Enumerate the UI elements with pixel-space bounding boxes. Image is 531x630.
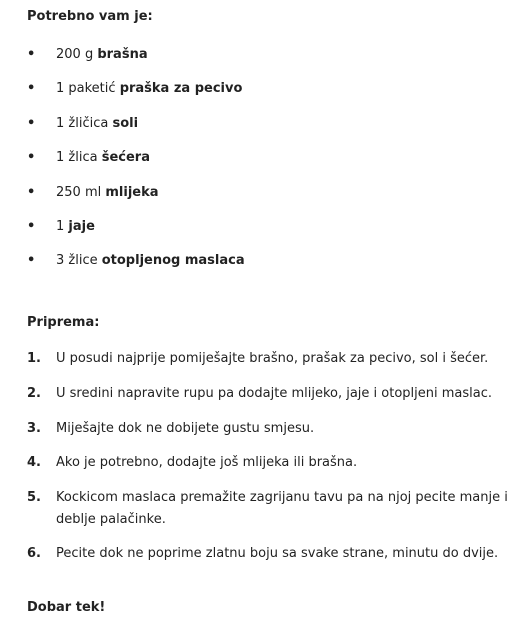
step-text: Ako je potrebno, dodajte još mlijeka ili brašna. xyxy=(56,455,358,471)
ingredient-quantity: 1 žlica xyxy=(56,150,102,166)
ingredient-item xyxy=(27,250,523,272)
ingredient-item xyxy=(27,44,523,66)
step-item xyxy=(27,383,523,405)
ingredients-list xyxy=(27,44,523,272)
ingredient-name: soli xyxy=(112,115,139,131)
bullet-icon: • xyxy=(27,47,36,62)
bullet-icon: • xyxy=(27,115,36,131)
step-item xyxy=(27,487,523,531)
ingredient-name: šećera xyxy=(101,150,150,166)
ingredient-quantity: 1 xyxy=(56,218,69,234)
ingredient-item xyxy=(27,78,523,100)
step-item xyxy=(27,452,523,474)
ingredient-quantity: 250 ml xyxy=(56,184,106,200)
ingredient-item xyxy=(27,216,523,238)
bullet-icon: • xyxy=(27,218,36,234)
bullet-icon: • xyxy=(27,150,36,166)
ingredient-name: brašna xyxy=(97,47,148,62)
step-text: U sredini napravite rupu pa dodajte mlijeko, jaje i otopljeni maslac. xyxy=(56,385,493,401)
ingredient-quantity: 1 žličica xyxy=(56,115,113,131)
step-number: 1. xyxy=(27,351,41,367)
step-text: Miješajte dok ne dobijete gustu smjesu. xyxy=(56,420,315,436)
step-text: Pecite dok ne poprime zlatnu boju sa svake strane, minutu do dvije. xyxy=(56,546,499,562)
step-item xyxy=(27,348,523,370)
ingredient-quantity: 200 g xyxy=(56,47,98,62)
ingredient-item xyxy=(27,182,523,204)
ingredients-heading: Potrebno vam je: xyxy=(27,9,153,24)
ingredient-name: praška za pecivo xyxy=(119,81,243,97)
ingredient-name: otopljenog maslaca xyxy=(101,253,245,269)
bullet-icon: • xyxy=(27,253,36,269)
steps-list xyxy=(27,348,523,565)
preparation-heading: Priprema: xyxy=(27,315,100,331)
step-number: 3. xyxy=(27,420,41,436)
step-number: 5. xyxy=(27,489,41,505)
step-text: Kockicom maslaca premažite zagrijanu tavu pa na njoj pecite manje i deblje palačinke. xyxy=(56,489,508,527)
step-number: 4. xyxy=(27,455,41,471)
step-item xyxy=(27,418,523,440)
bullet-icon: • xyxy=(27,81,36,97)
step-item xyxy=(27,543,523,565)
step-number: 2. xyxy=(27,385,41,401)
ingredient-item xyxy=(27,147,523,169)
ingredient-name: jaje xyxy=(68,218,95,234)
ingredient-name: mlijeka xyxy=(105,184,159,200)
step-text: U posudi najprije pomiješajte brašno, prašak za pecivo, sol i šećer. xyxy=(56,351,489,367)
closing-text: Dobar tek! xyxy=(27,600,106,616)
ingredient-quantity: 1 paketić xyxy=(56,81,120,97)
ingredient-item xyxy=(27,113,523,135)
step-number: 6. xyxy=(27,546,41,562)
bullet-icon: • xyxy=(27,184,36,200)
ingredient-quantity: 3 žlice xyxy=(56,253,102,269)
